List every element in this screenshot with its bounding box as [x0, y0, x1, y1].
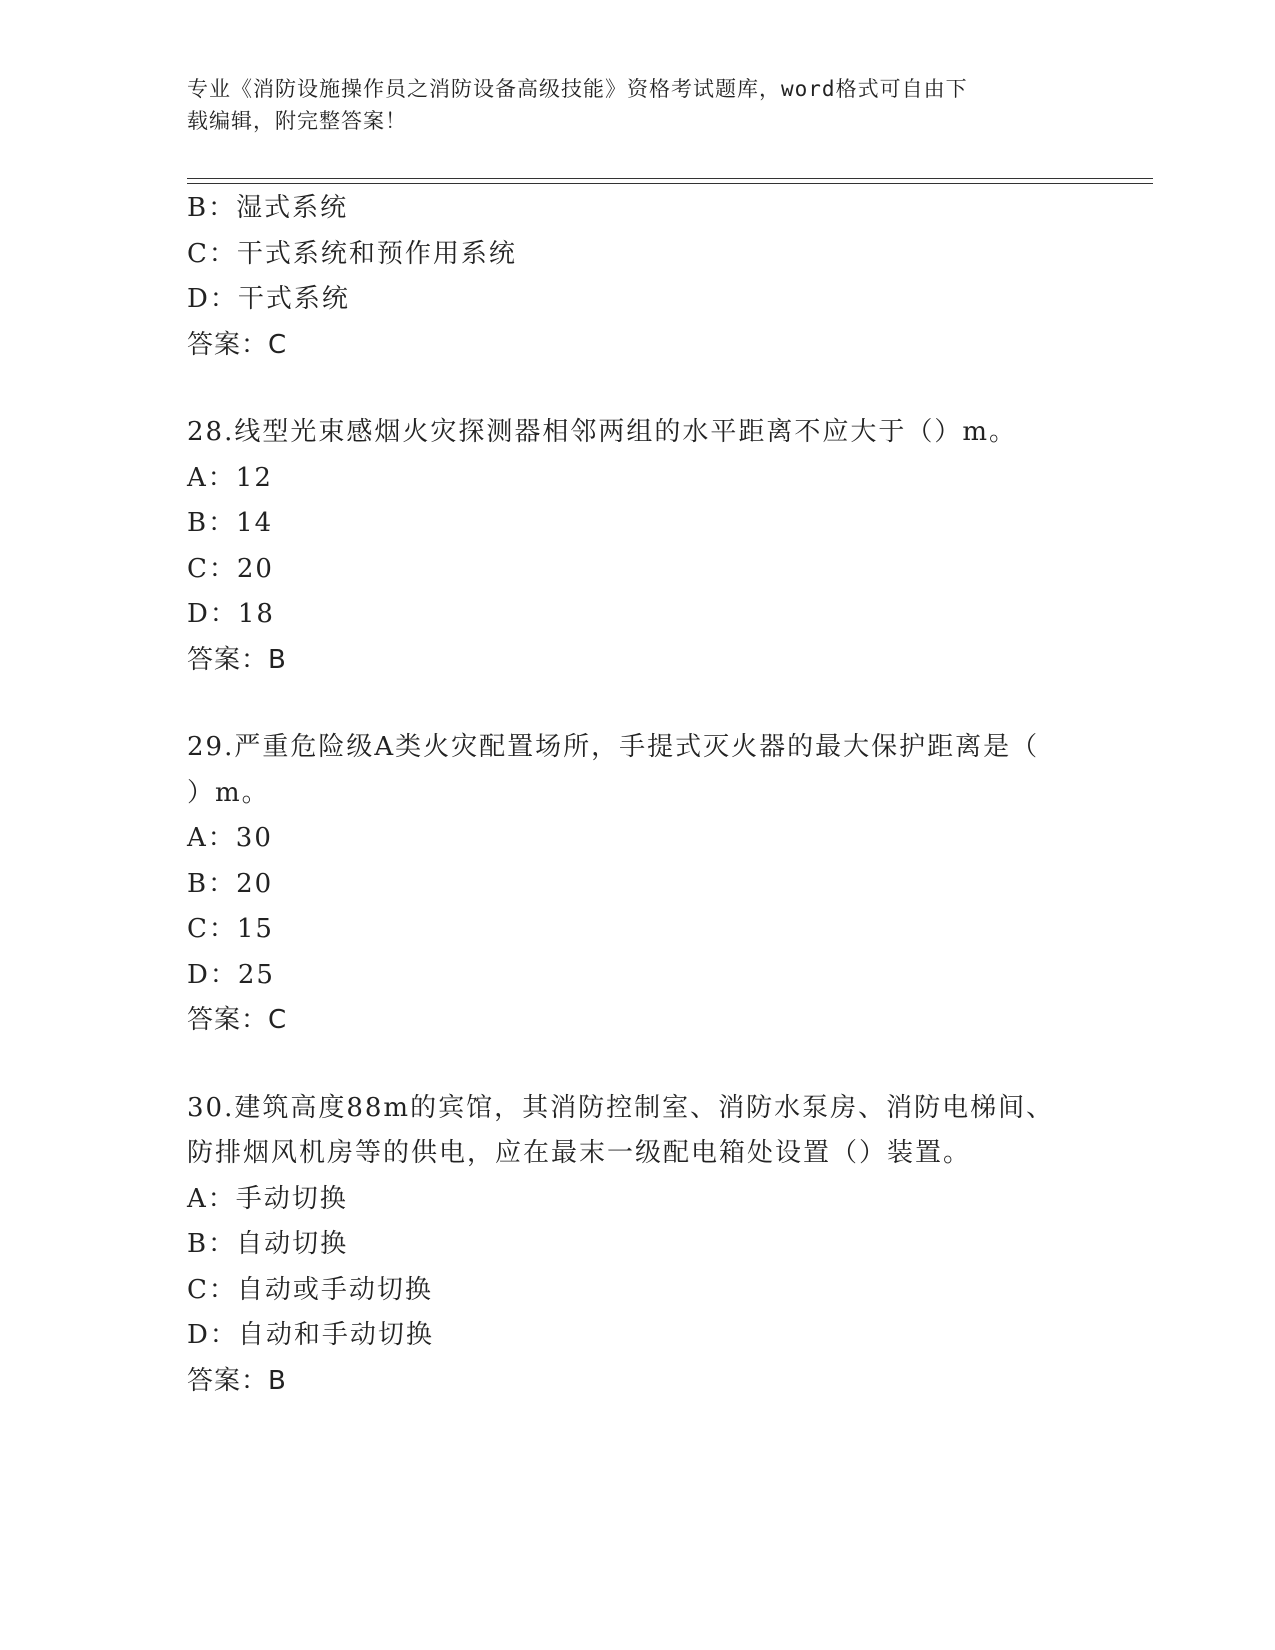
option-a: A：12	[187, 462, 273, 493]
option-a: A：30	[187, 823, 273, 853]
question-text-line-2: 防排烟风机房等的供电，应在最末一级配电箱处设置（）装置。	[187, 1138, 972, 1168]
header-line-2: 载编辑，附完整答案！	[187, 109, 407, 133]
question-30	[187, 1086, 1087, 1405]
option-d: D：干式系统	[187, 284, 350, 314]
option-d: D：25	[187, 959, 275, 990]
option-c: C：干式系统和预作用系统	[187, 238, 517, 269]
question-text-line-2: ）m。	[187, 777, 270, 808]
answer: 答案：B	[187, 644, 287, 675]
question-text-line-1: 30.建筑高度88m的宾馆，其消防控制室、消防水泵房、消防电梯间、	[187, 1092, 1055, 1123]
question-list	[187, 186, 1087, 1404]
question-28	[187, 410, 1087, 683]
option-d: D：自动和手动切换	[187, 1320, 434, 1350]
question-29	[187, 725, 1087, 1044]
option-c: C：自动或手动切换	[187, 1274, 433, 1305]
option-a: A：手动切换	[187, 1183, 348, 1214]
header-divider-top	[187, 178, 1153, 179]
question-27-tail	[187, 186, 1087, 368]
option-d: D：18	[187, 599, 275, 629]
answer: 答案：B	[187, 1365, 287, 1396]
option-b: B：湿式系统	[187, 193, 349, 223]
option-b: B：20	[187, 868, 274, 899]
option-c: C：15	[187, 914, 274, 944]
answer: 答案：C	[187, 329, 288, 360]
option-c: C：20	[187, 553, 274, 584]
answer: 答案：C	[187, 1005, 288, 1035]
question-text-line-1: 29.严重危险级A类火灾配置场所，手提式灭火器的最大保护距离是（	[187, 732, 1040, 762]
option-b: B：自动切换	[187, 1229, 349, 1259]
option-b: B：14	[187, 508, 274, 538]
question-text: 28.线型光束感烟火灾探测器相邻两组的水平距离不应大于（）m。	[187, 417, 1018, 447]
header-divider-bottom	[187, 183, 1153, 184]
header-line-1: 专业《消防设施操作员之消防设备高级技能》资格考试题库，word格式可自由下	[187, 77, 968, 101]
document-header	[187, 73, 1067, 137]
